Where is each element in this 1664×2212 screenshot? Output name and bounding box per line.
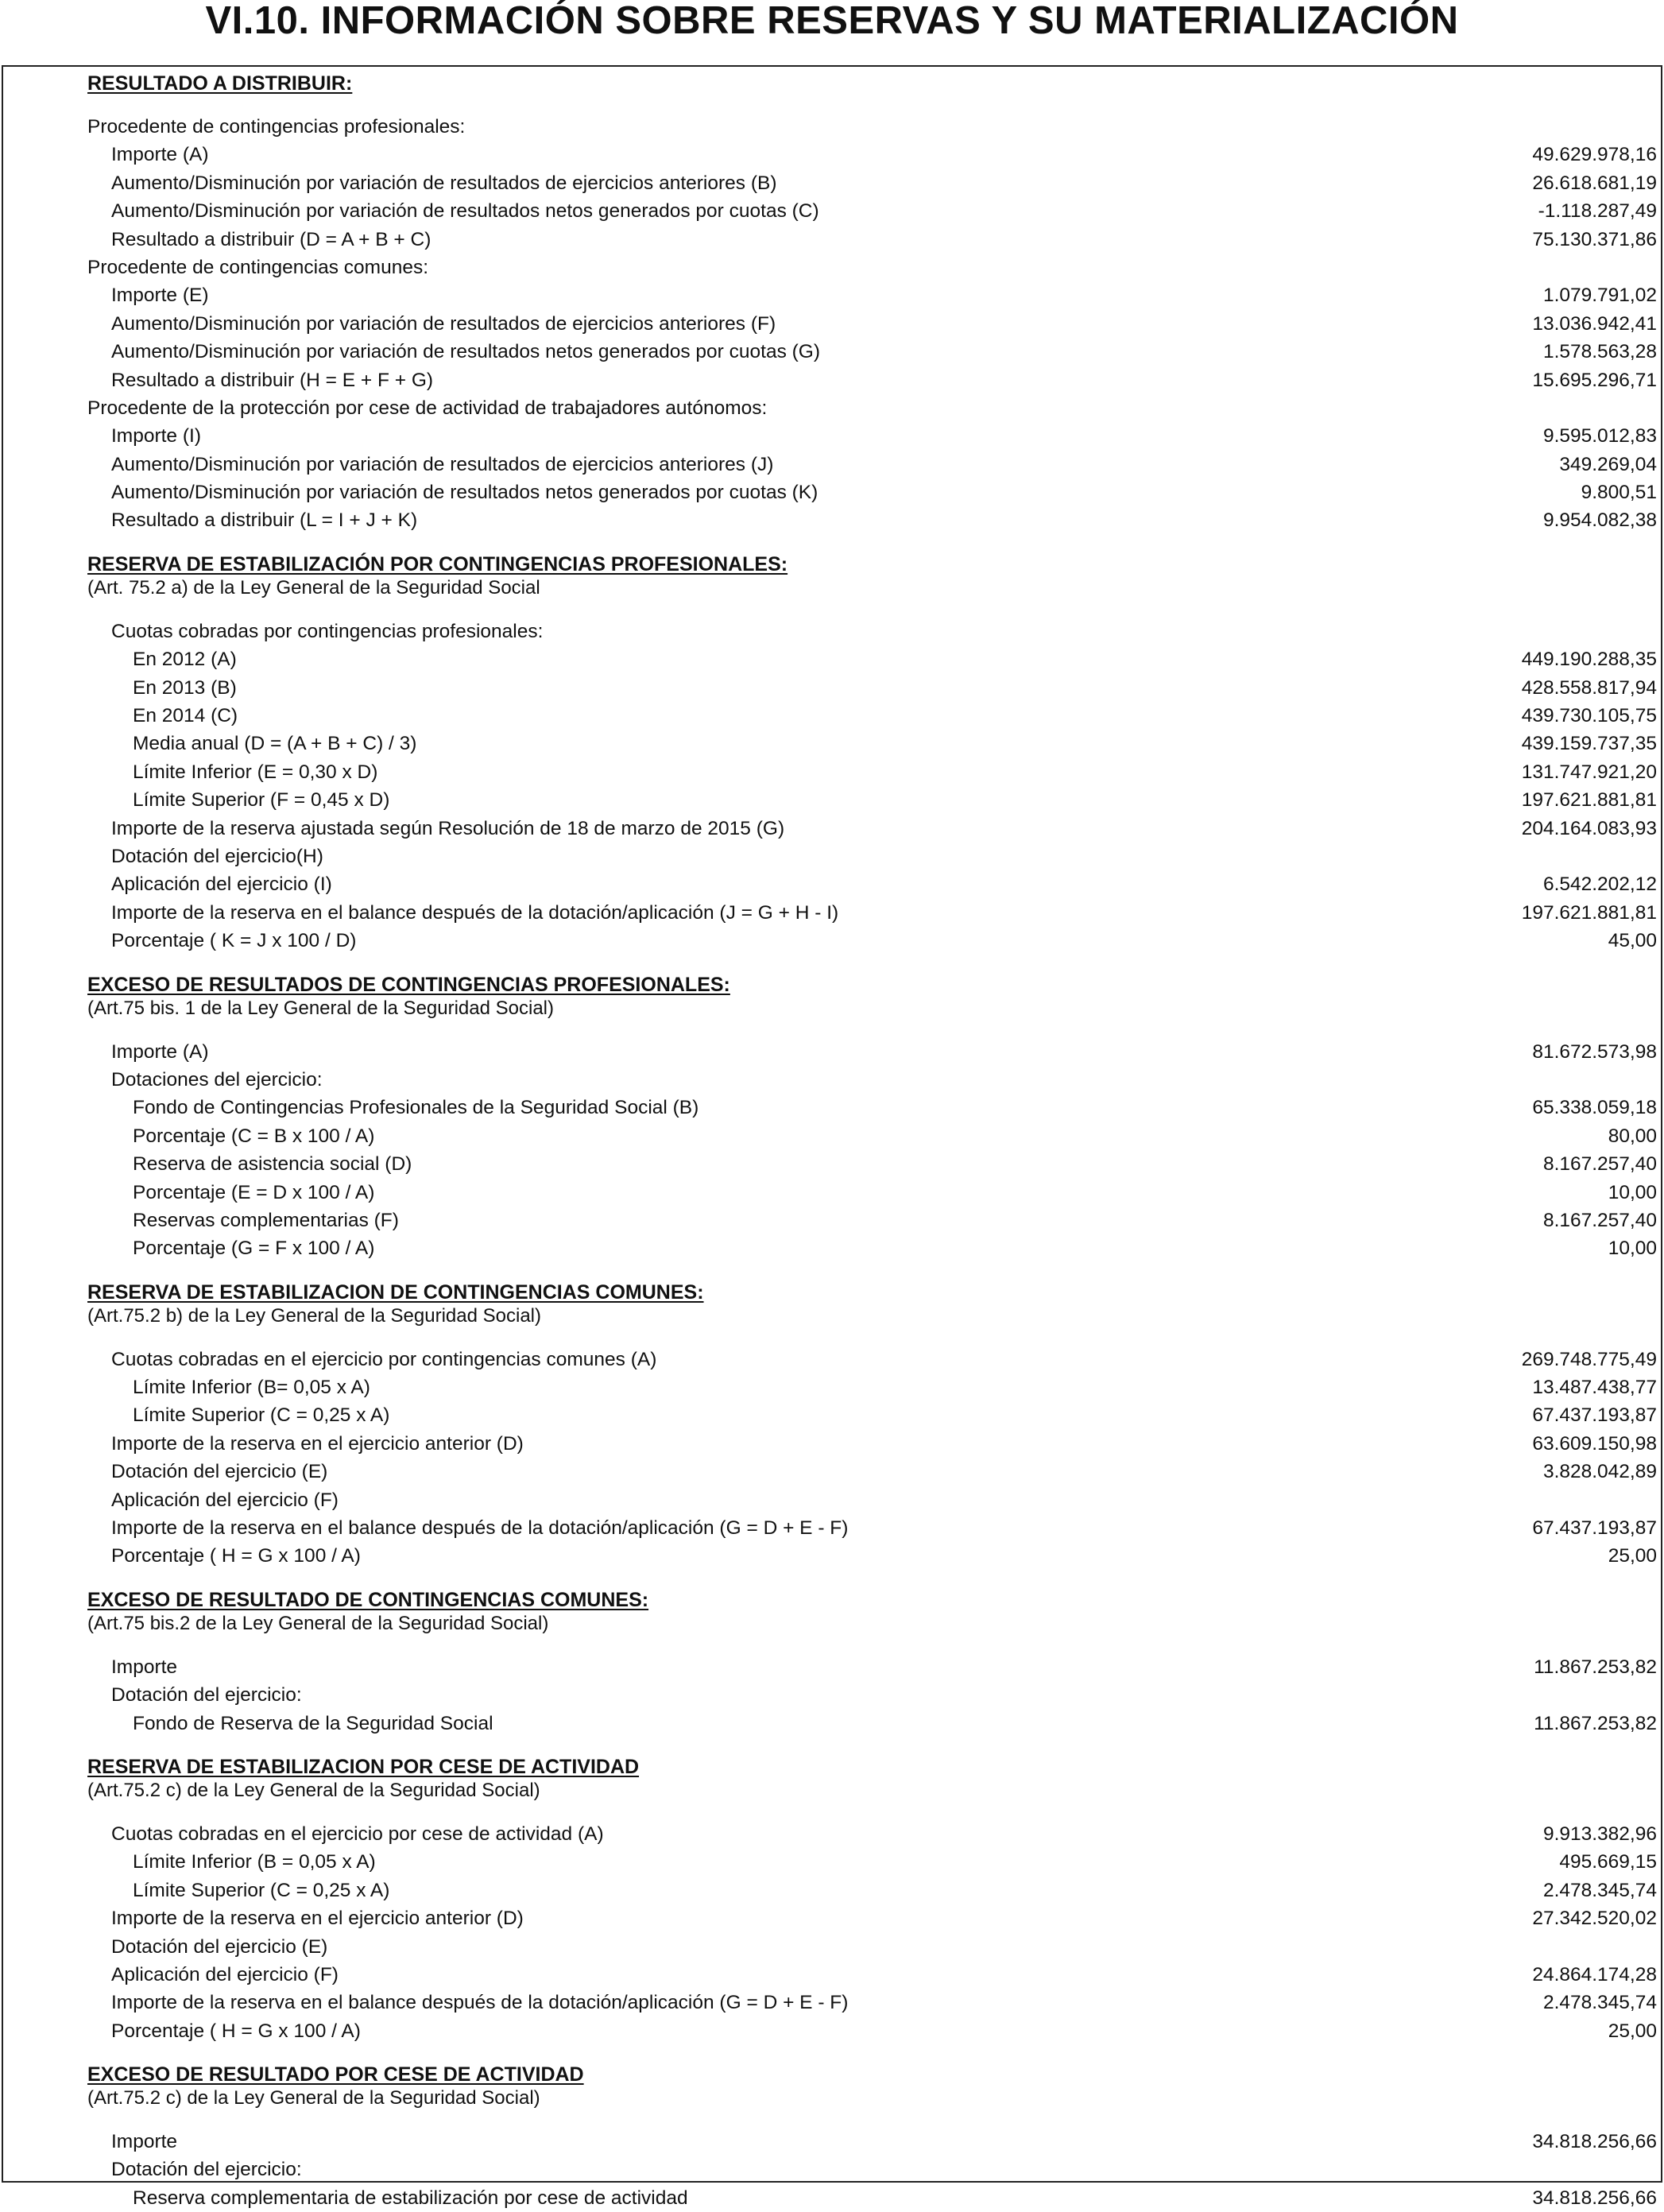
section-legal-reference: (Art.75.2 b) de la Ley General de la Seguridad Social) xyxy=(87,1304,541,1327)
table-row xyxy=(87,1848,1657,1876)
row-label: Reserva de asistencia social (D) xyxy=(133,1153,412,1176)
section-heading: RESERVA DE ESTABILIZACION DE CONTINGENCIAS COMUNES: xyxy=(87,1280,704,1304)
report-section xyxy=(87,1755,1657,2045)
row-label: En 2012 (A) xyxy=(133,649,237,671)
table-row xyxy=(87,702,1657,730)
table-row xyxy=(87,226,1657,254)
row-amount: -1.118.287,49 xyxy=(1538,200,1657,223)
table-row xyxy=(87,1179,1657,1207)
table-row xyxy=(87,2156,1657,2183)
row-label: Cuotas cobradas en el ejercicio por contingencias comunes (A) xyxy=(111,1348,657,1370)
table-row xyxy=(87,1989,1657,2016)
reserves-report xyxy=(87,72,1657,2212)
row-label: Procedente de contingencias profesionales: xyxy=(87,116,466,138)
row-label: Resultado a distribuir (L = I + J + K) xyxy=(111,509,418,532)
table-row xyxy=(87,645,1657,673)
row-label: Aplicación del ejercicio (I) xyxy=(111,874,332,896)
section-heading: RESULTADO A DISTRIBUIR: xyxy=(87,72,353,95)
row-amount: 204.164.083,93 xyxy=(1521,817,1657,839)
row-label: Importe de la reserva en el balance después de la dotación/aplicación (G = D + E - F) xyxy=(111,1517,849,1540)
row-label: Cuotas cobradas en el ejercicio por cese de actividad (A) xyxy=(111,1823,604,1845)
table-row xyxy=(87,1094,1657,1121)
row-amount: 75.130.371,86 xyxy=(1532,228,1657,250)
row-label: Dotaciones del ejercicio: xyxy=(111,1068,323,1091)
table-row xyxy=(87,506,1657,534)
row-amount: 45,00 xyxy=(1608,930,1657,952)
row-amount: 49.629.978,16 xyxy=(1532,144,1657,166)
row-label: Aumento/Disminución por variación de resultados netos generados por cuotas (K) xyxy=(111,482,818,504)
row-amount: 449.190.288,35 xyxy=(1521,649,1657,671)
table-row xyxy=(87,1486,1657,1514)
row-label: Procedente de la protección por cese de actividad de trabajadores autónomos: xyxy=(87,397,768,419)
row-amount: 3.828.042,89 xyxy=(1542,1461,1657,1483)
row-label: Fondo de Reserva de la Seguridad Social xyxy=(133,1712,493,1734)
section-legal-reference: (Art.75 bis. 1 de la Ley General de la Seguridad Social) xyxy=(87,997,555,1019)
row-amount: 11.867.253,82 xyxy=(1534,1656,1657,1678)
row-amount: 2.478.345,74 xyxy=(1542,1879,1657,1901)
table-row xyxy=(87,870,1657,898)
table-row xyxy=(87,422,1657,450)
table-row xyxy=(87,169,1657,197)
report-section xyxy=(87,1280,1657,1571)
row-label: En 2013 (B) xyxy=(133,676,237,699)
table-row xyxy=(87,1346,1657,1373)
report-section xyxy=(87,72,1657,535)
table-row xyxy=(87,1373,1657,1401)
row-label: Porcentaje ( H = G x 100 / A) xyxy=(111,1545,361,1567)
row-label: Límite Superior (C = 0,25 x A) xyxy=(133,1404,390,1427)
row-label: Importe de la reserva en el balance después de la dotación/aplicación (G = D + E - F) xyxy=(111,1992,849,2014)
row-label: Reserva complementaria de estabilización por cese de actividad xyxy=(133,2187,688,2209)
row-label: Dotación del ejercicio (E) xyxy=(111,1461,328,1483)
row-label: Límite Inferior (B= 0,05 x A) xyxy=(133,1377,370,1399)
row-label: Importe (A) xyxy=(111,144,209,166)
table-row xyxy=(87,1514,1657,1542)
table-row xyxy=(87,1066,1657,1094)
row-label: Límite Superior (F = 0,45 x D) xyxy=(133,789,390,812)
row-amount: 439.159.737,35 xyxy=(1521,733,1657,755)
table-row xyxy=(87,1150,1657,1178)
row-amount: 9.800,51 xyxy=(1581,482,1657,504)
row-label: Porcentaje ( K = J x 100 / D) xyxy=(111,930,357,952)
table-row xyxy=(87,197,1657,225)
row-label: Límite Inferior (B = 0,05 x A) xyxy=(133,1851,376,1873)
report-section xyxy=(87,1588,1657,1737)
table-row xyxy=(87,141,1657,169)
row-amount: 6.542.202,12 xyxy=(1542,874,1657,896)
section-legal-reference: (Art.75 bis.2 de la Ley General de la Seguridad Social) xyxy=(87,1612,549,1634)
table-row xyxy=(87,394,1657,422)
row-label: Importe de la reserva en el ejercicio anterior (D) xyxy=(111,1432,524,1455)
row-amount: 10,00 xyxy=(1608,1181,1657,1203)
table-row xyxy=(87,786,1657,814)
row-amount: 8.167.257,40 xyxy=(1542,1153,1657,1176)
section-heading: EXCESO DE RESULTADOS DE CONTINGENCIAS PROFESIONALES: xyxy=(87,973,730,996)
row-label: Aumento/Disminución por variación de resultados de ejercicios anteriores (B) xyxy=(111,172,777,194)
row-label: Porcentaje (C = B x 100 / A) xyxy=(133,1125,375,1147)
row-amount: 11.867.253,82 xyxy=(1534,1712,1657,1734)
section-heading: EXCESO DE RESULTADO DE CONTINGENCIAS COMUNES: xyxy=(87,1588,649,1611)
table-row xyxy=(87,254,1657,281)
table-row xyxy=(87,1820,1657,1848)
row-label: Porcentaje ( H = G x 100 / A) xyxy=(111,2020,361,2042)
table-row xyxy=(87,1234,1657,1262)
table-row xyxy=(87,899,1657,927)
row-amount: 269.748.775,49 xyxy=(1521,1348,1657,1370)
table-row xyxy=(87,113,1657,141)
table-row xyxy=(87,1710,1657,1737)
row-label: Porcentaje (G = F x 100 / A) xyxy=(133,1238,375,1260)
row-amount: 9.954.082,38 xyxy=(1542,509,1657,532)
row-amount: 67.437.193,87 xyxy=(1532,1517,1657,1540)
row-amount: 81.672.573,98 xyxy=(1532,1040,1657,1063)
section-legal-reference: (Art.75.2 c) de la Ley General de la Seguridad Social) xyxy=(87,1779,540,1801)
row-amount: 80,00 xyxy=(1608,1125,1657,1147)
row-label: Dotación del ejercicio(H) xyxy=(111,845,323,867)
row-label: Límite Superior (C = 0,25 x A) xyxy=(133,1879,390,1901)
row-label: Importe (I) xyxy=(111,425,201,447)
table-row xyxy=(87,1207,1657,1234)
section-legal-reference: (Art. 75.2 a) de la Ley General de la Seguridad Social xyxy=(87,576,540,599)
table-row xyxy=(87,1401,1657,1429)
row-amount: 34.818.256,66 xyxy=(1532,2131,1657,2153)
row-amount: 63.609.150,98 xyxy=(1532,1432,1657,1455)
table-row xyxy=(87,758,1657,786)
page-title: VI.10. INFORMACIÓN SOBRE RESERVAS Y SU MATERIALIZACIÓN xyxy=(205,0,1459,42)
row-label: En 2014 (C) xyxy=(133,705,238,727)
table-row xyxy=(87,927,1657,955)
table-row xyxy=(87,1904,1657,1932)
row-amount: 131.747.921,20 xyxy=(1521,761,1657,783)
row-amount: 197.621.881,81 xyxy=(1521,789,1657,812)
row-label: Aumento/Disminución por variación de resultados de ejercicios anteriores (F) xyxy=(111,312,776,335)
report-section xyxy=(87,552,1657,955)
row-amount: 26.618.681,19 xyxy=(1532,172,1657,194)
section-legal-reference: (Art.75.2 c) de la Ley General de la Seguridad Social) xyxy=(87,2087,540,2109)
row-amount: 65.338.059,18 xyxy=(1532,1097,1657,1119)
row-label: Importe xyxy=(111,1656,178,1678)
row-amount: 10,00 xyxy=(1608,1238,1657,1260)
row-label: Media anual (D = (A + B + C) / 3) xyxy=(133,733,417,755)
table-row xyxy=(87,451,1657,478)
table-row xyxy=(87,674,1657,702)
table-row xyxy=(87,1933,1657,1961)
row-label: Porcentaje (E = D x 100 / A) xyxy=(133,1181,375,1203)
table-row xyxy=(87,1430,1657,1458)
row-amount: 8.167.257,40 xyxy=(1542,1209,1657,1231)
table-row xyxy=(87,1038,1657,1066)
row-amount: 13.036.942,41 xyxy=(1532,312,1657,335)
table-row xyxy=(87,2017,1657,2045)
table-row xyxy=(87,2184,1657,2212)
table-row xyxy=(87,618,1657,645)
row-amount: 25,00 xyxy=(1608,2020,1657,2042)
table-row xyxy=(87,1458,1657,1486)
row-amount: 349.269,04 xyxy=(1559,453,1657,475)
row-amount: 34.818.256,66 xyxy=(1532,2187,1657,2209)
row-label: Resultado a distribuir (D = A + B + C) xyxy=(111,228,431,250)
row-label: Resultado a distribuir (H = E + F + G) xyxy=(111,369,434,391)
row-amount: 25,00 xyxy=(1608,1545,1657,1567)
row-label: Importe xyxy=(111,2131,178,2153)
table-row xyxy=(87,338,1657,366)
row-label: Aplicación del ejercicio (F) xyxy=(111,1489,339,1511)
table-row xyxy=(87,366,1657,394)
row-label: Aumento/Disminución por variación de resultados de ejercicios anteriores (J) xyxy=(111,453,774,475)
row-amount: 9.913.382,96 xyxy=(1542,1823,1657,1845)
row-amount: 2.478.345,74 xyxy=(1542,1992,1657,2014)
row-label: Aplicación del ejercicio (F) xyxy=(111,1963,339,1985)
report-section xyxy=(87,2063,1657,2212)
row-amount: 24.864.174,28 xyxy=(1532,1963,1657,1985)
row-amount: 67.437.193,87 xyxy=(1532,1404,1657,1427)
table-row xyxy=(87,2128,1657,2156)
table-row xyxy=(87,281,1657,309)
table-row xyxy=(87,843,1657,870)
row-amount: 495.669,15 xyxy=(1559,1851,1657,1873)
row-amount: 9.595.012,83 xyxy=(1542,425,1657,447)
table-row xyxy=(87,1961,1657,1989)
table-row xyxy=(87,815,1657,843)
table-row xyxy=(87,1877,1657,1904)
row-amount: 27.342.520,02 xyxy=(1532,1908,1657,1930)
table-row xyxy=(87,1681,1657,1709)
row-label: Importe de la reserva ajustada según Resolución de 18 de marzo de 2015 (G) xyxy=(111,817,785,839)
row-label: Aumento/Disminución por variación de resultados netos generados por cuotas (C) xyxy=(111,200,819,223)
report-section xyxy=(87,973,1657,1263)
row-label: Aumento/Disminución por variación de resultados netos generados por cuotas (G) xyxy=(111,341,821,363)
table-row xyxy=(87,310,1657,338)
row-label: Dotación del ejercicio: xyxy=(111,1684,302,1706)
table-row xyxy=(87,1653,1657,1681)
section-heading: EXCESO DE RESULTADO POR CESE DE ACTIVIDAD xyxy=(87,2063,584,2086)
row-label: Límite Inferior (E = 0,30 x D) xyxy=(133,761,378,783)
row-amount: 197.621.881,81 xyxy=(1521,901,1657,924)
row-label: Dotación del ejercicio: xyxy=(111,2159,302,2181)
row-label: Importe (E) xyxy=(111,285,209,307)
section-heading: RESERVA DE ESTABILIZACION POR CESE DE ACTIVIDAD xyxy=(87,1755,640,1778)
row-amount: 1.578.563,28 xyxy=(1542,341,1657,363)
row-label: Importe (A) xyxy=(111,1040,209,1063)
row-amount: 1.079.791,02 xyxy=(1542,285,1657,307)
section-heading: RESERVA DE ESTABILIZACIÓN POR CONTINGENCIAS PROFESIONALES: xyxy=(87,552,788,575)
row-label: Procedente de contingencias comunes: xyxy=(87,256,429,278)
table-row xyxy=(87,730,1657,757)
row-label: Dotación del ejercicio (E) xyxy=(111,1935,328,1958)
row-amount: 15.695.296,71 xyxy=(1532,369,1657,391)
row-amount: 439.730.105,75 xyxy=(1521,705,1657,727)
row-label: Cuotas cobradas por contingencias profesionales: xyxy=(111,620,544,642)
row-label: Importe de la reserva en el ejercicio anterior (D) xyxy=(111,1908,524,1930)
table-row xyxy=(87,1122,1657,1150)
table-row xyxy=(87,1542,1657,1570)
row-amount: 13.487.438,77 xyxy=(1532,1377,1657,1399)
row-amount: 428.558.817,94 xyxy=(1521,676,1657,699)
row-label: Fondo de Contingencias Profesionales de la Seguridad Social (B) xyxy=(133,1097,699,1119)
table-row xyxy=(87,478,1657,506)
row-label: Reservas complementarias (F) xyxy=(133,1209,399,1231)
row-label: Importe de la reserva en el balance después de la dotación/aplicación (J = G + H - I) xyxy=(111,901,839,924)
